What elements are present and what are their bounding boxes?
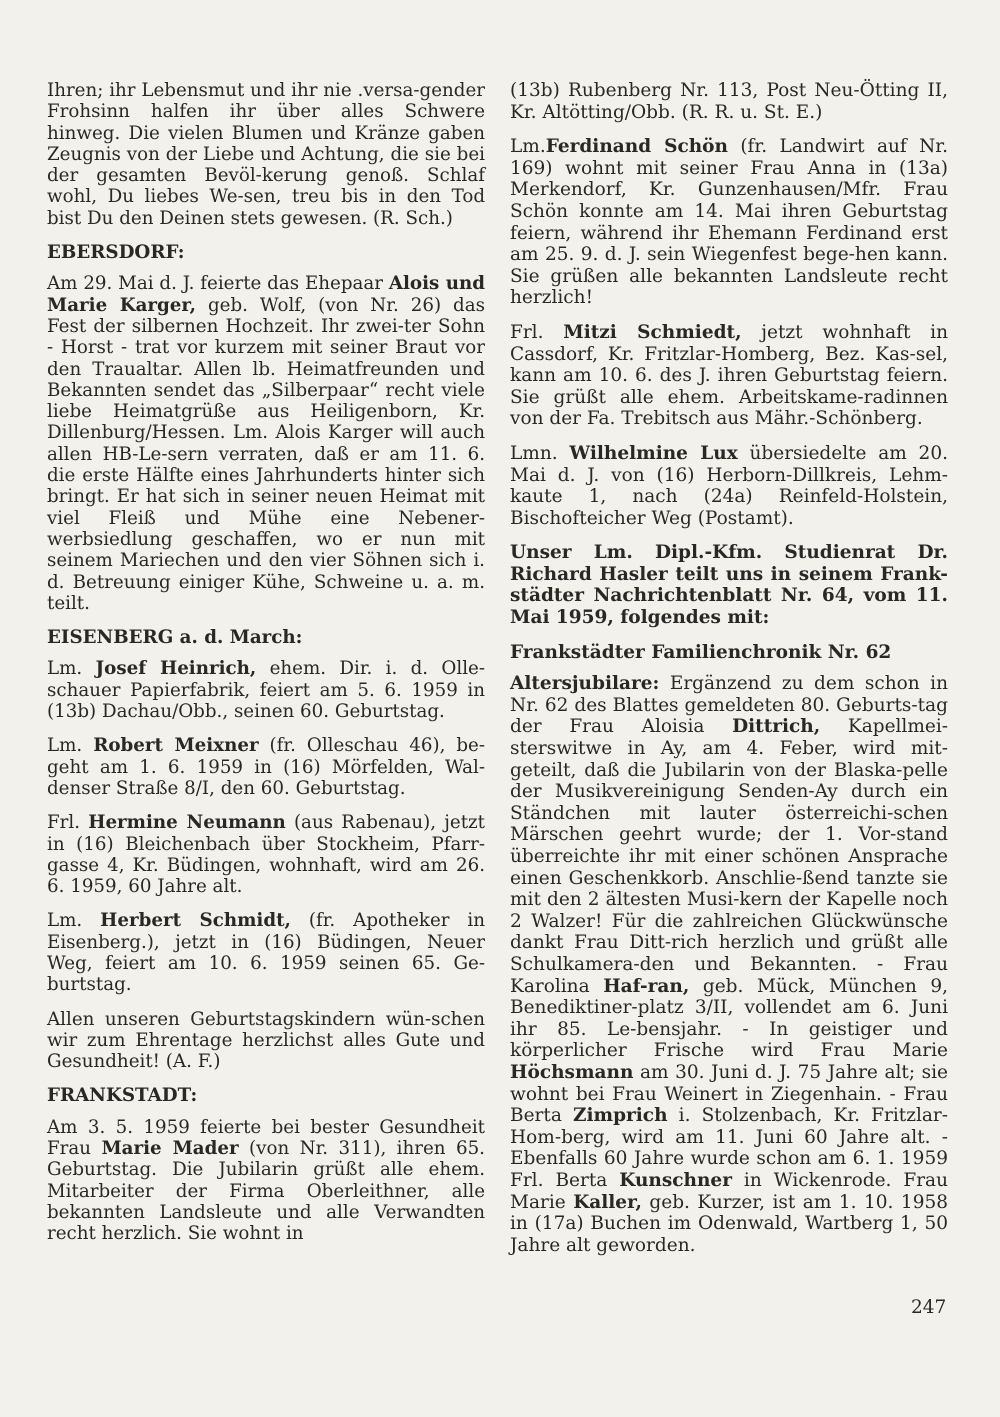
- paragraph: [510, 80, 948, 123]
- bold-name: Unser Lm. Dipl.-Kfm. Studienrat Dr. Richard Hasler teilt uns in seinem Frank-städter Nachrichtenblatt Nr. 64, vom 11. Mai 1959, folgendes mit:: [510, 542, 948, 629]
- text-run: Allen unseren Geburtstagskindern wün-schen wir zum Ehrentage herzlichst alles Gute und Gesundheit! (A. F.): [47, 1008, 485, 1073]
- bold-name: Dittrich,: [732, 716, 821, 738]
- bold-name: Alois und Marie Karger,: [47, 273, 486, 316]
- paragraph: [47, 1117, 485, 1245]
- bold-name: Herbert Schmidt,: [100, 910, 291, 932]
- bold-name: Ferdinand Schön: [545, 136, 728, 158]
- text-run: (fr. Olleschau 46), be-geht am 1. 6. 1959 in (16) Mörfelden, Wal-denser Straße 8/I, den 60. Geburtstag.: [47, 735, 485, 799]
- bold-name: Wilhelmine Lux: [569, 442, 738, 464]
- text-run: Am 3. 5. 1959 feierte bei bester Gesundheit Frau: [47, 1116, 485, 1160]
- paragraph: [47, 273, 485, 614]
- paragraph: [510, 136, 948, 309]
- paragraph: [510, 443, 948, 529]
- text-run: (von Nr. 311), ihren 65. Geburtstag. Die Jubilarin grüßt alle ehem. Mitarbeiter der Firma Oberleithner, alle bekannten Landsleute und alle Verwandten recht herzlich. Sie wohnt in: [47, 1138, 485, 1245]
- left-column: [47, 80, 485, 1258]
- bold-name: Robert Meixner: [93, 735, 259, 757]
- text-run: Ergänzend zu dem schon in Nr. 62 des Blattes gemeldeten 80. Geburts-tag der Frau Aloisia: [510, 673, 948, 738]
- text-run: Lm.: [47, 910, 101, 932]
- text-run: Ihren; ihr Lebensmut und ihr nie .versa-gender Frohsinn halfen ihr über alles Schwere hinweg. Die vielen Blumen und Kränze gaben Zeugnis von der Liebe und Achtung, die sie bei der gesamten Bevöl-kerung genoß. Schlaf wohl, Du liebes We-sen, treu bis in den Tod bist Du den Deinen stets gewesen. (R. Sch.): [47, 80, 485, 229]
- paragraph: [47, 812, 485, 897]
- bold-name: Marie Mader: [101, 1138, 239, 1160]
- text-run: am 30. Juni d. J. 75 Jahre alt; sie wohnt bei Frau Weinert in Ziegenhain. - Frau Berta: [510, 1061, 948, 1127]
- bold-name: Kaller,: [573, 1191, 642, 1213]
- text-run: Kapellmei-sterswitwe in Ay, am 4. Feber, wird mit-geteilt, daß die Jubilarin von der Blaska-pelle der Musikvereinigung Senden-Ay durch ein Ständchen mit lauter österreichi-schen Märschen geehrt wurde; der 1. Vor-stand überreichte ihr mit einer schönen Ansprache einen Geschenkkorb. Anschlie-ßend tanzte sie mit den 2 ältesten Musi-kern der Kapelle noch 2 Walzer! Für die zahlreichen Glückwünsche dankt Frau Ditt-rich herzlich und grüßt alle Schulkamera-den und Bekannten. - Frau Karolina: [510, 716, 949, 997]
- bold-name: Altersjubilare:: [510, 673, 660, 695]
- text-run: Lm.: [510, 136, 546, 158]
- text-run: ehem. Dir. i. d. Olle-schauer Papierfabrik, feiert am 5. 6. 1959 in (13b) Dachau/Obb., seinen 60. Geburtstag.: [47, 658, 485, 723]
- bold-name: Höchsmann: [510, 1061, 634, 1083]
- text-run: Lm.: [47, 735, 94, 757]
- text-run: übersiedelte am 20. Mai d. J. von (16) Herborn-Dillkreis, Lehm-kaute 1, nach (24a) Reinfeld-Holstein, Bischofteicher Weg (Postamt).: [510, 442, 948, 529]
- bold-name: Josef Heinrich,: [95, 658, 257, 680]
- section-heading: Frankstädter Familienchronik Nr. 62: [510, 641, 892, 663]
- bold-name: Hermine Neumann: [88, 812, 286, 834]
- paragraph: [47, 80, 485, 229]
- text-run: (fr. Landwirt auf Nr. 169) wohnt mit seiner Frau Anna in (13a) Merkendorf, Kr. Gunzenhausen/Mfr. Frau Schön konnte am 14. Mai ihren Geburtstag feiern, während ihr Ehemann Ferdinand erst am 25. 9. d. J. sein Wiegenfest bege-hen kann. Sie grüßen alle bekannten Landsleute recht herzlich!: [510, 136, 948, 309]
- bold-name: Mitzi Schmiedt,: [563, 321, 742, 343]
- paragraph: [510, 673, 948, 1256]
- text-run: (fr. Apotheker in Eisenberg.), jetzt in (16) Büdingen, Neuer Weg, feiert am 10. 6. 1959 seinen 65. Ge-burtstag.: [47, 910, 486, 996]
- text-run: Lmn.: [510, 442, 570, 464]
- section-heading: EBERSDORF:: [47, 242, 185, 264]
- bold-name: Kunschner: [619, 1169, 732, 1191]
- paragraph: [510, 322, 948, 430]
- section-heading: EISENBERG a. d. March:: [47, 627, 303, 649]
- text-run: Frl.: [510, 321, 564, 343]
- text-run: i. Stolzenbach, Kr. Fritzlar-Hom-berg, wird am 11. Juni 60 Jahre alt. - Ebenfalls 60 Jahre wurde schon am 6. 1. 1959 Frl. Berta: [510, 1105, 948, 1191]
- text-run: Am 29. Mai d. J. feierte das Ehepaar: [47, 273, 389, 295]
- section-heading: FRANKSTADT:: [47, 1085, 198, 1107]
- page-number: 247: [911, 1297, 947, 1318]
- text-run: Lm.: [47, 658, 96, 680]
- text-run: geb. Kurzer, ist am 1. 10. 1958 in (17a) Buchen im Odenwald, Wartberg 1, 50 Jahre alt geworden.: [510, 1191, 949, 1256]
- right-column: [510, 80, 948, 1269]
- text-run: jetzt wohnhaft in Cassdorf, Kr. Fritzlar-Homberg, Bez. Kas-sel, kann am 10. 6. des J. ihren Geburtstag feiern. Sie grüßt alle ehem. Arbeitskame-radinnen von der Fa. Trebitsch aus Mähr.-Schönberg.: [510, 321, 948, 430]
- text-run: Frl.: [47, 812, 89, 834]
- text-run: (aus Rabenau), jetzt in (16) Bleichenbach über Stockheim, Pfarr-gasse 4, Kr. Büdingen, wohnhaft, wird am 26. 6. 1959, 60 Jahre alt.: [47, 812, 485, 898]
- paragraph: [47, 910, 485, 995]
- text-run: geb. Wolf, (von Nr. 26) das Fest der silbernen Hochzeit. Ihr zwei-ter Sohn - Horst - trat vor kurzem mit seiner Braut vor den Traualtar. Allen lb. Heimatfreunden und Bekannten sendet das „Silberpaar“ recht viele liebe Heimatgrüße aus Heiligenborn, Kr. Dillenburg/Hessen. Lm. Alois Karger will auch allen HB-Le-sern verraten, daß er am 11. 6. die erste Hälfte eines Jahrhunderts hinter sich bringt. Er hat sich in seiner neuen Heimat mit viel Fleiß und Mühe eine Nebener-werbsiedlung geschaffen, wo er nun mit seinem Mariechen und den vier Söhnen sich i. d. Betreuung einiger Kühe, Schweine u. a. m. teilt.: [47, 294, 485, 614]
- text-run: geb. Mück, München 9, Benediktiner-platz 3/II, vollendet am 6. Juni ihr 85. Le-bensjahr. - In geistiger und körperlicher Frische wird Frau Marie: [510, 975, 948, 1062]
- paragraph: [47, 735, 485, 799]
- paragraph: [47, 1009, 485, 1073]
- bold-name: Haf-ran,: [603, 975, 690, 997]
- paragraph: [510, 542, 948, 628]
- bold-name: Zimprich: [572, 1105, 668, 1127]
- paragraph: [47, 658, 485, 722]
- text-run: in Wickenrode. Frau Marie: [510, 1169, 948, 1213]
- text-run: (13b) Rubenberg Nr. 113, Post Neu-Ötting II, Kr. Altötting/Obb. (R. R. u. St. E.): [510, 80, 948, 123]
